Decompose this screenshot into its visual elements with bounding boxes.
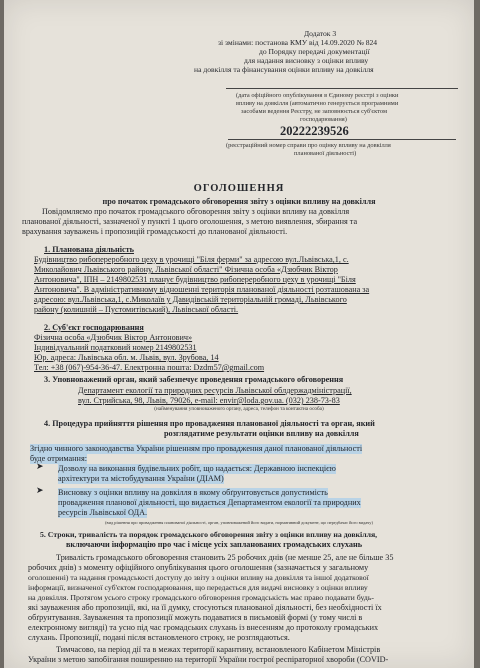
section-5-heading-1: 5. Строки, тривалість та порядок громадського обговорення звіту з оцінки впливу на довкілля,: [40, 530, 378, 539]
section-4-intro-line: буде отримання:: [30, 454, 87, 463]
registry-number-line: [228, 139, 456, 140]
arrow-bullet-icon: ➤: [36, 486, 44, 496]
section-1-line: Будівництво рибопереробного цеху в урочищі "Біля ферми" за адресою вул.Львівська,1, с.: [34, 255, 349, 264]
annex-financing: на довкілля та фінансування оцінки впливу на довкілля: [194, 65, 374, 74]
section-2-heading: 2. Суб'єкт господарювання: [44, 323, 144, 332]
section-2-line: Фізична особа «Дзюбчик Віктор Антонович»: [34, 333, 193, 342]
document-subtitle: про початок громадського обговорення звіту з оцінки впливу на довкілля: [102, 197, 376, 206]
section-3-heading: 3. Уповноважений орган, який забезпечує проведення громадського обговорення: [44, 375, 344, 384]
registry-number-caption-2: планованої діяльності): [294, 150, 357, 157]
bullet-2-line: ресурсів Львівської ОДА.: [58, 508, 148, 517]
section-5-line: обґрунтування. Зауваження та пропозиції можуть подаватися в письмовій формі (у тому числі в: [28, 613, 363, 622]
section-5-line: на довкілля. Протягом усього строку громадського обговорення громадськість має право подавати будь-: [28, 593, 374, 602]
annex-amendment: зі змінами: постанова КМУ від 14.09.2020 № 824: [218, 38, 378, 47]
registry-caption-1: (дата офіційного опублікування в Єдиному реєстрі з оцінки: [236, 92, 399, 99]
section-5-line: електронному вигляді) та усно під час громадських слухань із внесенням до протоколу громадських: [28, 623, 379, 632]
annex-order: до Порядку передачі документації: [259, 47, 370, 56]
bullet-2-line: Висновку з оцінки впливу на довкілля в якому обґрунтовується допустимість: [58, 488, 328, 497]
document-page: [4, 0, 474, 668]
section-2-line: Юр. адреса: Львівська обл. м. Львів, вул. Зрубова, 14: [34, 353, 219, 362]
section-1-line: району (колишній – Пустомитівський), Львівської області.: [34, 305, 239, 314]
bullet-1-line: Дозволу на виконання будівельних робіт, що надається: Державною інспекцією: [58, 464, 336, 473]
section-5-line: оголошенні) та надання громадськості доступу до звіту з оцінки впливу на довкілля та іншої додаткової: [28, 573, 369, 582]
section-2-line: Індивідуальний податковий номер 2149802531: [34, 343, 197, 352]
section-5-line: які зауваження або пропозиції, які, на її думку, стосуються планованої діяльності, без необхідності їх: [28, 603, 382, 612]
section-5-line: слухань. Пропозиції, подані після встановленого строку, не розглядаються.: [28, 633, 290, 642]
section-1-line: адресою: вул.Львівська,1, с.Миколаїв у Давидівській територіальній громаді, Львівського: [34, 295, 347, 304]
intro-line-1: Повідомляємо про початок громадського обговорення звіту з оцінки впливу на довкілля: [42, 207, 350, 216]
section-4-caption: (вид рішення про провадження планованої діяльності, орган, уповноважений його видати, нормативний документ, що передбачає його видачу): [105, 520, 373, 525]
section-1-line: Миколайович Львівського району, Львівської області" Фізична особа «Дзюбчик Віктор: [34, 265, 338, 274]
section-1-heading: 1. Планована діяльність: [44, 245, 134, 254]
section-4-intro-line: Згідно чинного законодавства України рішенням про провадження даної планованої діяльності: [30, 444, 363, 453]
registry-number-caption-1: (реєстраційний номер справи про оцінку впливу на довкілля: [226, 142, 391, 149]
section-5-line: Тимчасово, на період дії та в межах території карантину, встановленого Кабінетом Міністрів: [56, 645, 381, 654]
section-2-line: Тел: +38 (067)-954-36-47. Електронна пошта: Dzdm57@gmail.com: [34, 363, 265, 372]
annex-purpose: для надання висновку з оцінки впливу: [244, 56, 369, 65]
arrow-bullet-icon: ➤: [36, 462, 44, 472]
section-4-heading-1: 4. Процедура прийняття рішення про провадження планованої діяльності та орган, який: [44, 419, 375, 428]
section-4-heading-2: розглядатиме результати оцінки впливу на довкілля: [164, 429, 359, 438]
section-5-heading-2: включаючи інформацію про час і місце усіх запланованих громадських слухань: [66, 540, 363, 549]
section-5-line: Тривалість громадського обговорення становить 25 робочих днів (не менше 25, але не більше 35: [56, 553, 394, 562]
section-1-line: Антоновича", ІПН – 2149802531 планує будівництво рибопереробного цеху в урочищі "Біля: [34, 275, 356, 284]
section-5-line: робочих днів) з моменту офіційного опублікування цього оголошення (зазначається у загальному: [28, 563, 369, 572]
document-title: ОГОЛОШЕННЯ: [193, 183, 285, 194]
registry-caption-4: господарювання): [300, 116, 347, 123]
registry-date-line: [226, 88, 458, 89]
section-3-caption: (найменування уповноваженого органу, адреса, телефон та контактна особа): [154, 406, 324, 412]
section-5-line: інформації, визначеної суб'єктом господарювання, що передається для видачі висновку з оцінки впливу: [28, 583, 368, 592]
section-3-address: вул. Стрийська, 98, Львів, 79026, e-mail: envir@loda.gov.ua. (032) 238-73-83: [78, 396, 340, 405]
intro-line-2: планованої діяльності, зазначеної у пункті 1 цього оголошення, з метою виявлення, збирання та: [22, 217, 358, 226]
registry-caption-2: впливу на довкілля (автоматично генерується програмними: [236, 100, 399, 107]
bullet-2-line: провадження планової діяльності, що видається Департаментом екології та природних: [58, 498, 361, 507]
registry-number: 20222239526: [280, 124, 349, 138]
registry-caption-3: засобами ведення Реєстру, не заповнюється суб'єктом: [241, 108, 387, 115]
section-1-line: Антоновича". В адміністративному відношенні територія планованої діяльності розташована за: [34, 285, 370, 294]
section-5-line: України з метою запобігання поширенню на території України гострої респіраторної хвороби (COVID-: [28, 655, 389, 664]
section-3-authority: Департамент екології та природних ресурсів Львівської облдержадміністрації,: [78, 386, 352, 395]
annex-number: Додаток 3: [304, 29, 337, 38]
intro-line-3: врахування зауважень і пропозицій громадськості до планованої діяльності.: [22, 227, 288, 236]
bullet-1-line: архітектури та містобудування України (ДІАМ): [58, 474, 224, 483]
